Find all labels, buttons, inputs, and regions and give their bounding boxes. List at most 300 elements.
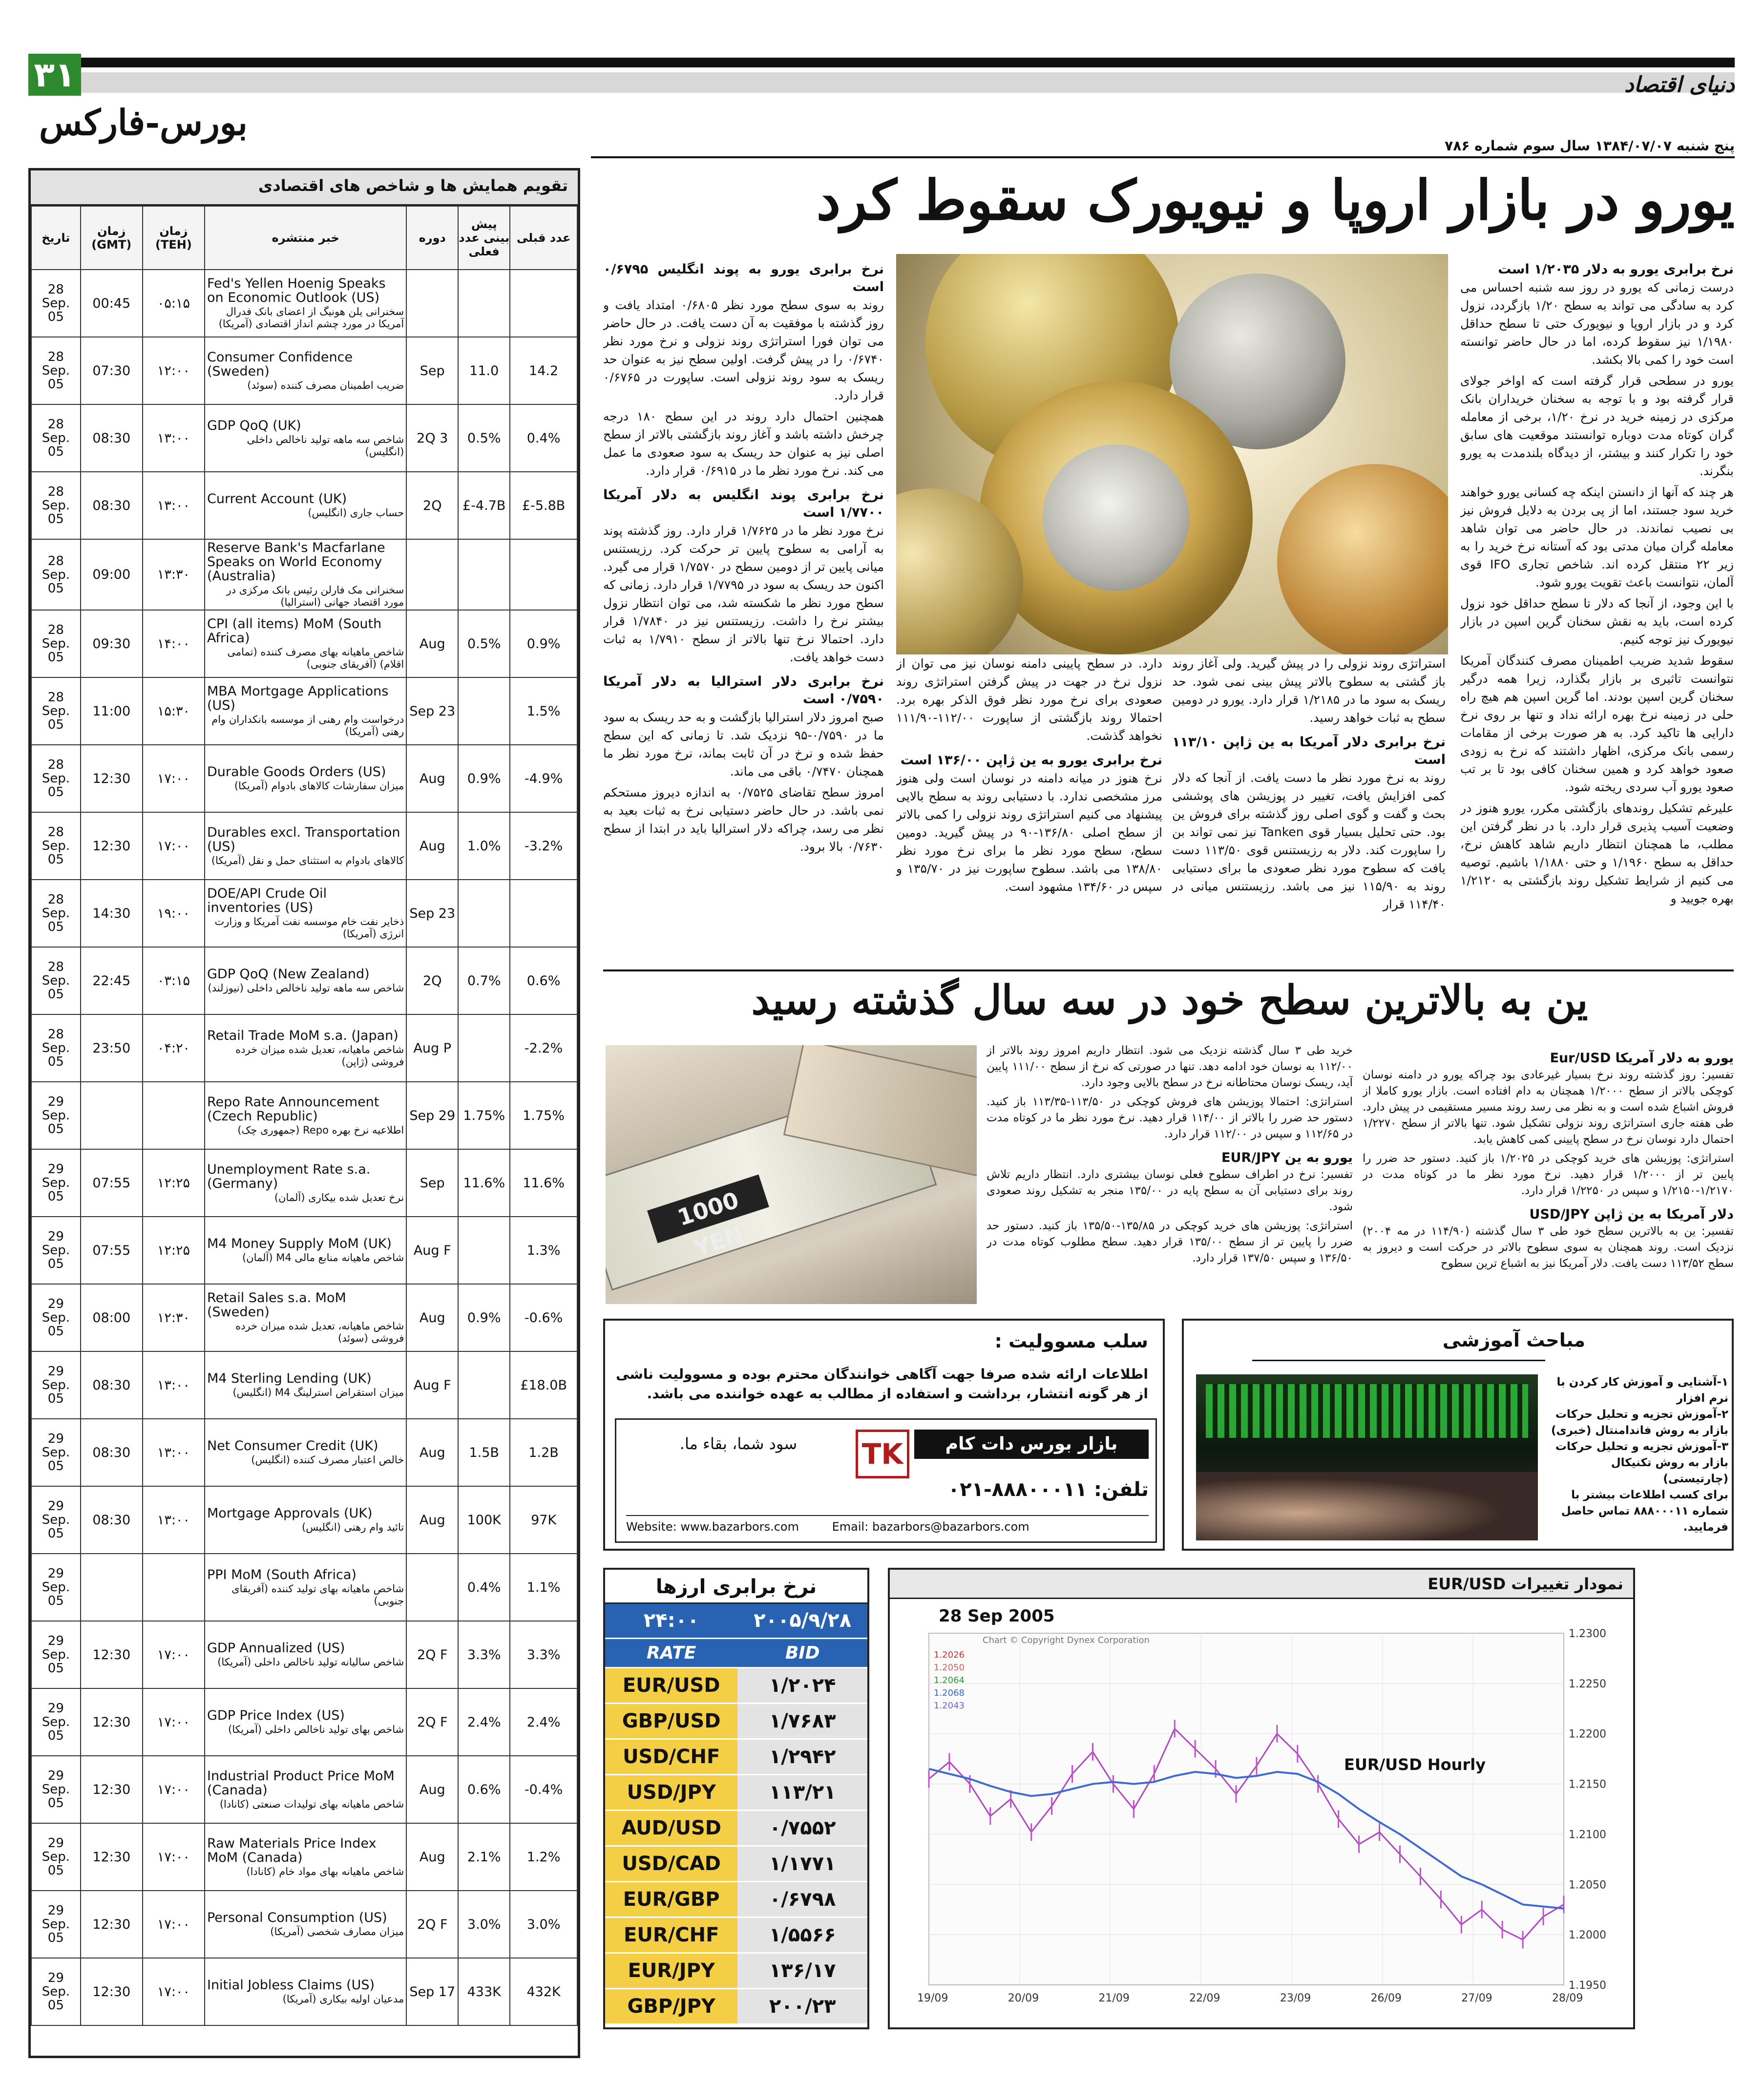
paragraph: یورو در سطحی قرار گرفته است که اواخر جولای قرار گرفته بود و با توجه به سخنان خریداران بانک مرکزی در زمینه خرید در نرخ ۱/۲۰، برخی از معامله گران کوتاه مدت دوباره توانستند موقعیت های سابق خود را تکرار کنند و بیشتر، از دیدگاه بلندمدت به یورو بنگرند. xyxy=(1460,374,1734,478)
calendar-event xyxy=(205,745,406,812)
calendar-time-gmt: 07:55 xyxy=(81,1217,143,1284)
calendar-time-gmt: 12:30 xyxy=(81,1823,143,1891)
calendar-time-teh: ۱۳:۳۰ xyxy=(143,539,205,610)
calendar-time-gmt: 12:30 xyxy=(81,1621,143,1688)
calendar-period: Aug F xyxy=(406,1217,458,1284)
rate-row xyxy=(605,1846,867,1881)
calendar-forecast: 0.6% xyxy=(458,1756,510,1823)
calendar-event-fa: مدعیان اولیه بیکاری (آمریکا) xyxy=(282,1993,404,2005)
calendar-forecast: 1.0% xyxy=(458,812,510,880)
calendar-time-gmt: 00:45 xyxy=(81,270,143,337)
calendar-row xyxy=(31,1688,577,1756)
education-item-2: ۲-آموزش تجزیه و تحلیل حرکات بازار به روش فاندامنتال (خبری) xyxy=(1551,1408,1728,1437)
y-tick-label: 1.2000 xyxy=(1569,1929,1606,1942)
bazarbors-ad[interactable] xyxy=(615,1418,1157,1543)
subheading: نرخ برابری دلار آمریکا به ین ژاپن ۱۱۳/۱۰ است xyxy=(1172,735,1446,767)
disclaimer-title: سلب مسوولیت : xyxy=(994,1330,1148,1352)
calendar-event-fa: درخواست وام رهنی از موسسه بانکداران وام رهنی (آمریکا) xyxy=(211,714,404,737)
rate-bid: ۰/۷۵۵۲ xyxy=(737,1810,867,1846)
calendar-row xyxy=(31,1823,577,1891)
calendar-previous: 0.9% xyxy=(510,610,577,677)
calendar-date: 28 Sep. 05 xyxy=(31,404,81,472)
calendar-period: Sep 17 xyxy=(406,1958,458,2025)
euro-coins-photo xyxy=(896,254,1448,654)
calendar-forecast: 0.7% xyxy=(458,947,510,1014)
rate-pair: GBP/JPY xyxy=(605,1988,737,2024)
calendar-event-fa: شاخص ماهیانه، تعدیل شده میزان خرده فروشی (ژاپن) xyxy=(235,1043,404,1068)
x-tick-label: 23/09 xyxy=(1280,1992,1311,2004)
calendar-header-0: تاریخ xyxy=(31,206,81,270)
calendar-time-teh: ۰۵:۱۵ xyxy=(143,270,205,337)
calendar-forecast xyxy=(458,1351,510,1419)
calendar-period xyxy=(406,1554,458,1621)
calendar-event xyxy=(205,1756,406,1823)
disclaimer-box xyxy=(603,1319,1165,1551)
calendar-previous: £-5.8B xyxy=(510,472,577,539)
calendar-date: 29 Sep. 05 xyxy=(31,1891,81,1958)
calendar-forecast: 2.4% xyxy=(458,1688,510,1756)
calendar-time-teh: ۱۳:۰۰ xyxy=(143,472,205,539)
paragraph: روند به سوی سطح مورد نظر ۰/۶۸۰۵ امتداد یافت و روز گذشته با موفقیت به آن دست یافت. در حال حاضر می توان فورا استراتژی روند نزولی و نرخ مورد نظر ۰/۶۷۴۰ را در پیش گرفت. اولین سطح نیز به عنوان حد ریسک به سود روند نزولی است. ساپورت در ۰/۶۷۶۵ قرار دارد. xyxy=(603,298,884,402)
subheading: نرخ برابری یورو به پوند انگلیس ۰/۶۷۹۵ است xyxy=(603,262,884,295)
section-title: بورس-فارکس xyxy=(39,102,248,143)
rate-row xyxy=(605,1881,867,1917)
calendar-table xyxy=(31,206,578,2026)
calendar-event-fa: شاخص سه ماهه تولید ناخالص داخلی (نیوزلند) xyxy=(208,982,404,994)
calendar-forecast: 1.5B xyxy=(458,1419,510,1486)
calendar-date: 29 Sep. 05 xyxy=(31,1217,81,1284)
calendar-event-en: DOE/API Crude Oil inventories (US) xyxy=(207,886,327,915)
calendar-row xyxy=(31,1958,577,2025)
rate-bid: ۲۰۰/۲۳ xyxy=(737,1988,867,2024)
calendar-event-en: Repo Rate Announcement (Czech Republic) xyxy=(207,1094,379,1124)
calendar-period: 2Q xyxy=(406,472,458,539)
chart-label: EUR/USD Hourly xyxy=(1344,1755,1486,1774)
calendar-row xyxy=(31,1554,577,1621)
rate-pair: USD/CAD xyxy=(605,1846,737,1881)
ad-name: بازار بورس دات کام xyxy=(914,1430,1149,1459)
calendar-time-gmt: 14:30 xyxy=(81,880,143,947)
calendar-event-en: GDP Annualized (US) xyxy=(207,1641,345,1656)
calendar-previous: -0.6% xyxy=(510,1284,577,1351)
calendar-time-teh: ۱۷:۰۰ xyxy=(143,812,205,880)
calendar-previous: 1.2% xyxy=(510,1823,577,1891)
education-item-3: ۳-آموزش تجزیه و تحلیل حرکات بازار به روش تکنیکال (چارتیستی) xyxy=(1555,1440,1728,1485)
calendar-period: 2Q F xyxy=(406,1891,458,1958)
calendar-previous: 3.0% xyxy=(510,1891,577,1958)
calendar-event-en: Fed's Yellen Hoenig Speaks on Economic Outlook (US) xyxy=(207,276,386,305)
rate-pair: EUR/USD xyxy=(605,1667,737,1703)
calendar-date: 29 Sep. 05 xyxy=(31,1621,81,1688)
paragraph: تفسیر: روز گذشته روند نرخ بسیار غیرعادی بود چراکه یورو در دامنه نوسان کوچکی بالاتر از سطح ۱/۲۰۰۰ همچنان به دام افتاده است. بازار یورو کاملا از فروش اشباع شده است و به نظر می رسد روند مسیر مستقیمی در پیش دارد. طی هفته جاری استراتژی روند نزولی تشکیل شود. تنها بالاتر از سطح ۱/۲۲۷۰ احتمال دارد نوسان نرخ در سطح پایینی کمی کاهش یابد. xyxy=(1363,1069,1734,1146)
rates-col-bid: BID xyxy=(737,1638,867,1667)
paragraph: امروز سطح تقاضای ۰/۷۵۲۵ به اندازه دیروز مستحکم نمی باشد. در حال حاضر دستیابی نرخ به ثبات بعید به نظر می رسد، چراکه دلار استرالیا باید در ابتدا از سطح ۰/۷۶۳۰ بالا برود. xyxy=(603,785,884,854)
rate-bid: ۱/۷۶۸۳ xyxy=(737,1703,867,1739)
calendar-time-gmt: 22:45 xyxy=(81,947,143,1014)
paragraph: دارد. در سطح پایینی دامنه نوسان نیز می توان از نزول نرخ در جهت در پیش گرفتن استراتژی روند صعودی برای نرخ مورد نظر فوق الذکر بهره برد. احتمالا روند بازگشتی از ساپورت ۱۱۲/۰۰-۱۱۱/۹۰ نخواهد گذشت. xyxy=(896,656,1162,743)
rate-bid: ۱/۱۷۷۱ xyxy=(737,1846,867,1881)
calendar-event xyxy=(205,270,406,337)
calendar-date: 29 Sep. 05 xyxy=(31,1823,81,1891)
paragraph: با این وجود، از آنجا که دلار تا سطح حداقل خود نزول کرده است، باید به نقش سخنان گرین اسپن در بازار نیویورک نیز توجه کنیم. xyxy=(1460,596,1734,647)
calendar-event xyxy=(205,1554,406,1621)
calendar-period: Sep xyxy=(406,1149,458,1217)
calendar-event-fa: کالاهای بادوام به استثنای حمل و نقل (آمریکا) xyxy=(211,854,404,866)
paragraph: همچنین احتمال دارد روند در این سطح ۱۸۰ درجه چرخش داشته باشد و آغاز روند بازگشتی بالاتر از سطح اصلی نیز به عنوان حد ریسک به سود صعودی ما عمل می کند. نرخ مورد نظر ما در ۰/۶۹۱۵ قرار دارد. xyxy=(603,409,884,478)
calendar-row xyxy=(31,337,577,404)
calendar-event xyxy=(205,1351,406,1419)
ad-phone: تلفن: ۸۸۸۰۰۰۱۱-۰۲۱ xyxy=(947,1478,1149,1501)
calendar-previous: -4.9% xyxy=(510,745,577,812)
x-tick-label: 27/09 xyxy=(1461,1992,1492,2004)
calendar-event-en: MBA Mortgage Applications (US) xyxy=(207,684,389,713)
calendar-previous: 3.3% xyxy=(510,1621,577,1688)
subheading: نرخ برابری یورو به دلار ۱/۲۰۳۵ است xyxy=(1498,262,1734,277)
calendar-time-gmt: 12:30 xyxy=(81,1958,143,2025)
calendar-event xyxy=(205,1419,406,1486)
calendar-period: Aug xyxy=(406,1756,458,1823)
calendar-time-teh: ۱۷:۰۰ xyxy=(143,1688,205,1756)
yen-banknotes-photo xyxy=(606,1045,977,1304)
calendar-time-teh: ۱۳:۰۰ xyxy=(143,1486,205,1554)
calendar-time-gmt: 08:30 xyxy=(81,472,143,539)
calendar-date: 29 Sep. 05 xyxy=(31,1958,81,2025)
calendar-event-fa: نرخ تعدیل شده بیکاری (آلمان) xyxy=(274,1191,404,1203)
subheading: نرخ برابری پوند انگلیس به دلار آمریکا ۱/۷۷۰۰ است xyxy=(603,487,884,520)
calendar-time-gmt: 09:30 xyxy=(81,610,143,677)
calendar-previous: -0.4% xyxy=(510,1756,577,1823)
calendar-date: 29 Sep. 05 xyxy=(31,1149,81,1217)
disclaimer-text: اطلاعات ارائه شده صرفا جهت آگاهی خوانندگان محترم بوده و مسوولیت ناشی از هر گونه انتشار، برداشت و استفاده از مطالب به عهده خواننده می باشد. xyxy=(616,1366,1148,1402)
x-tick-label: 20/09 xyxy=(1008,1992,1039,2004)
paragraph: تفسیر: نرخ در اطراف سطوح فعلی نوسان بیشتری دارد. انتظار داریم تلاش روند برای دستیابی آن به سطح پایه در ۱۳۵/۰۰ منجر به تشکیل روند صعودی شود. xyxy=(987,1168,1353,1213)
chart-title: 28 Sep 2005 xyxy=(939,1606,1055,1626)
rates-date: ۲۰۰۵/۹/۲۸ xyxy=(737,1604,867,1638)
calendar-forecast: 11.6% xyxy=(458,1149,510,1217)
calendar-row xyxy=(31,677,577,745)
calendar-time-teh: ۱۲:۲۵ xyxy=(143,1149,205,1217)
calendar-previous: -3.2% xyxy=(510,812,577,880)
calendar-time-gmt: 12:30 xyxy=(81,1891,143,1958)
calendar-time-teh: ۱۲:۲۵ xyxy=(143,1217,205,1284)
paragraph: صبح امروز دلار استرالیا بازگشت و به حد ریسک به سود ما در ۰/۷۵۹۰-۹۵ نزدیک شد. تا زمانی که این سطح حفظ شده و نرخ در آن ثابت بماند، نرخ مورد نظر ما همچنان ۰/۷۴۷۰ باقی می ماند. xyxy=(603,710,884,779)
calendar-row xyxy=(31,1217,577,1284)
calendar-row xyxy=(31,539,577,610)
subheading: دلار آمریکا به ین ژاپن USD/JPY xyxy=(1529,1207,1734,1222)
calendar-row xyxy=(31,1486,577,1554)
y-tick-label: 1.2050 xyxy=(1569,1879,1606,1892)
subheading: یورو به دلار آمریکا Eur/USD xyxy=(1550,1051,1734,1066)
calendar-time-gmt: 11:00 xyxy=(81,677,143,745)
rate-pair: EUR/CHF xyxy=(605,1917,737,1953)
calendar-period: Aug F xyxy=(406,1351,458,1419)
calendar-event-fa: شاخص ماهیانه بهای مواد خام (کانادا) xyxy=(246,1865,404,1877)
calendar-period: Sep xyxy=(406,337,458,404)
calendar-period: Aug xyxy=(406,1823,458,1891)
calendar-forecast xyxy=(458,539,510,610)
calendar-title: تقویم همایش ها و شاخص های اقتصادی xyxy=(31,170,578,206)
paragraph: علیرغم تشکیل روندهای بازگشتی مکرر، یورو هنوز در وضعیت آسیب پذیری قرار دارد. با در نظر گرفتن این مطلب، ما همچنان انتظار داریم شاهد کاهش نرخ، حداقل به سطح ۱/۱۹۶۰ و حتی ۱/۱۸۸۰ باشیم. توصیه می کنیم از شرایط تشکیل روند بازگشتی به ۱/۲۱۲۰ بهره جویید و xyxy=(1460,801,1734,906)
article1-column-2 xyxy=(1172,654,1446,962)
calendar-header-4: دوره xyxy=(406,206,458,270)
calendar-header-6: عدد قبلی xyxy=(510,206,577,270)
banknote-label: 1000 YEN xyxy=(647,1175,769,1243)
rates-time: ۲۴:۰۰ xyxy=(605,1604,737,1638)
calendar-previous: 0.6% xyxy=(510,947,577,1014)
calendar-event-fa: ضریب اطمینان مصرف کننده (سوئد) xyxy=(247,379,404,391)
calendar-date: 28 Sep. 05 xyxy=(31,880,81,947)
calendar-previous: 432K xyxy=(510,1958,577,2025)
calendar-event-fa: خالص اعتبار مصرف کننده (انگلیس) xyxy=(251,1454,404,1466)
calendar-row xyxy=(31,270,577,337)
calendar-event xyxy=(205,1486,406,1554)
legend-entry: 1.2068 xyxy=(934,1688,965,1698)
calendar-time-teh: ۱۲:۰۰ xyxy=(143,337,205,404)
calendar-forecast: 2.1% xyxy=(458,1823,510,1891)
calendar-event-en: Reserve Bank's Macfarlane Speaks on World Economy (Australia) xyxy=(207,540,385,584)
chart-copyright: Chart © Copyright Dynex Corporation xyxy=(983,1635,1150,1645)
calendar-previous: 11.6% xyxy=(510,1149,577,1217)
calendar-event-en: Durables excl. Transportation (US) xyxy=(207,824,400,854)
calendar-previous: 14.2 xyxy=(510,337,577,404)
calendar-date: 29 Sep. 05 xyxy=(31,1756,81,1823)
calendar-forecast: 0.9% xyxy=(458,745,510,812)
calendar-time-teh: ۱۷:۰۰ xyxy=(143,1756,205,1823)
calendar-forecast xyxy=(458,270,510,337)
rate-bid: ۱/۵۵۶۶ xyxy=(737,1917,867,1953)
calendar-date: 29 Sep. 05 xyxy=(31,1486,81,1554)
subheading: یورو به ین EUR/JPY xyxy=(1221,1150,1353,1165)
article1-column-3 xyxy=(896,654,1162,962)
y-tick-label: 1.2250 xyxy=(1569,1678,1606,1690)
calendar-event-fa: میزان سفارشات کالاهای بادوام (آمریکا) xyxy=(234,780,404,792)
rates-title: نرخ برابری ارزها xyxy=(605,1570,867,1604)
calendar-event xyxy=(205,1621,406,1688)
calendar-forecast: 100K xyxy=(458,1486,510,1554)
y-tick-label: 1.2200 xyxy=(1569,1728,1606,1741)
article2-column-1 xyxy=(1363,1043,1734,1306)
calendar-event xyxy=(205,1082,406,1149)
legend-entry: 1.2026 xyxy=(934,1650,965,1660)
calendar-event-en: Retail Trade MoM s.a. (Japan) xyxy=(207,1028,399,1043)
rate-row xyxy=(605,1953,867,1988)
calendar-event-en: Personal Consumption (US) xyxy=(207,1910,387,1925)
issue-line: پنج شنبه ۱۳۸۴/۰۷/۰۷ سال سوم شماره ۷۸۶ xyxy=(1445,138,1735,154)
rate-pair: EUR/JPY xyxy=(605,1953,737,1988)
calendar-time-teh: ۱۳:۰۰ xyxy=(143,1351,205,1419)
ad-email[interactable]: Email: bazarbors@bazarbors.com xyxy=(832,1520,1029,1534)
rate-row xyxy=(605,1739,867,1774)
calendar-time-gmt: 08:00 xyxy=(81,1284,143,1351)
calendar-event-en: Retail Sales s.a. MoM (Sweden) xyxy=(207,1290,346,1320)
calendar-event-en: M4 Money Supply MoM (UK) xyxy=(207,1236,392,1251)
eurusd-hourly-chart xyxy=(890,1599,1633,2027)
calendar-time-teh: ۱۴:۰۰ xyxy=(143,610,205,677)
education-title: مباحث آموزشی xyxy=(1442,1329,1585,1351)
calendar-event-fa: ذخایر نفت خام موسسه نفت آمریکا و وزارت انرژی (آمریکا) xyxy=(214,916,404,940)
calendar-header-3: خبر منتشره xyxy=(205,206,406,270)
calendar-forecast: 11.0 xyxy=(458,337,510,404)
economic-calendar xyxy=(28,168,580,2058)
calendar-event-fa: تائید وام رهنی (انگلیس) xyxy=(302,1521,404,1533)
calendar-row xyxy=(31,880,577,947)
calendar-row xyxy=(31,1621,577,1688)
calendar-time-gmt: 07:30 xyxy=(81,337,143,404)
calendar-previous xyxy=(510,539,577,610)
plot-area xyxy=(929,1633,1564,1985)
calendar-forecast xyxy=(458,880,510,947)
calendar-date: 29 Sep. 05 xyxy=(31,1284,81,1351)
calendar-date: 29 Sep. 05 xyxy=(31,1419,81,1486)
paragraph: سقوط شدید ضریب اطمینان مصرف کنندگان آمریکا نتوانست تاثیری بر بازار بگذارد، زیرا همه درگیر سخنان گرین اسپن بودند. اما گرین اسپن هم هیچ راه حلی در زمینه نرخ بهره ارائه نداد و تنها بر روی نرخ دارایی ها تاکید کرد. به هر صورت برخی از مقامات رسمی بانک مرکزی، اظهار داشتند که نرخ به زودی صعود خواهد کرد و همین سخنان کافی بود تا بر تب صعود یورو آب سردی ریخته شود. xyxy=(1460,653,1734,794)
legend-entry: 1.2050 xyxy=(934,1663,965,1673)
fx-rates-table xyxy=(603,1568,869,2029)
calendar-row xyxy=(31,1891,577,1958)
calendar-row xyxy=(31,1419,577,1486)
calendar-time-teh: ۱۷:۰۰ xyxy=(143,1823,205,1891)
calendar-period: 2Q F xyxy=(406,1688,458,1756)
calendar-previous xyxy=(510,880,577,947)
calendar-time-gmt: 09:00 xyxy=(81,539,143,610)
calendar-date: 28 Sep. 05 xyxy=(31,539,81,610)
y-tick-label: 1.2100 xyxy=(1569,1829,1606,1841)
calendar-time-gmt: 12:30 xyxy=(81,1688,143,1756)
calendar-event xyxy=(205,1958,406,2025)
header-band xyxy=(28,72,1735,93)
calendar-event xyxy=(205,404,406,472)
top-rule xyxy=(28,58,1735,67)
calendar-event-en: Current Account (UK) xyxy=(207,491,347,506)
calendar-header-1: زمان (GMT) xyxy=(81,206,143,270)
x-tick-label: 28/09 xyxy=(1552,1992,1583,2004)
calendar-forecast xyxy=(458,677,510,745)
calendar-header-2: زمان (TEH) xyxy=(143,206,205,270)
calendar-forecast: £-4.7B xyxy=(458,472,510,539)
calendar-date: 28 Sep. 05 xyxy=(31,270,81,337)
education-list xyxy=(1548,1374,1728,1536)
calendar-event xyxy=(205,472,406,539)
calendar-time-gmt: 08:30 xyxy=(81,404,143,472)
calendar-time-teh: ۱۷:۰۰ xyxy=(143,1621,205,1688)
calendar-event xyxy=(205,1217,406,1284)
calendar-event-fa: میزان استقراض استرلینگ M4 (انگلیس) xyxy=(232,1387,404,1398)
calendar-event-en: Durable Goods Orders (US) xyxy=(207,764,386,779)
calendar-time-gmt: 12:30 xyxy=(81,745,143,812)
article2-column-2 xyxy=(987,1043,1353,1306)
calendar-date: 29 Sep. 05 xyxy=(31,1688,81,1756)
calendar-event-en: Net Consumer Credit (UK) xyxy=(207,1438,378,1453)
calendar-event-fa: سخنرانی یلن هونیگ از اعضای بانک فدرال آمریکا در مورد چشم انداز اقتصادی (آمریکا) xyxy=(218,306,404,330)
subheading: نرخ برابری دلار استرالیا به دلار آمریکا ۰/۷۵۹۰ است xyxy=(603,674,884,707)
calendar-date: 28 Sep. 05 xyxy=(31,472,81,539)
rate-pair: USD/JPY xyxy=(605,1774,737,1810)
calendar-date: 28 Sep. 05 xyxy=(31,1014,81,1082)
calendar-event xyxy=(205,610,406,677)
calendar-time-teh: ۱۲:۳۰ xyxy=(143,1284,205,1351)
calendar-time-gmt: 12:30 xyxy=(81,812,143,880)
calendar-previous: 0.4% xyxy=(510,404,577,472)
calendar-event-fa: سخنرانی مک فارلن رئیس بانک مرکزی در مورد اقتصاد جهانی (استرالیا) xyxy=(226,584,404,608)
calendar-time-teh xyxy=(143,1082,205,1149)
calendar-period: Aug xyxy=(406,745,458,812)
calendar-date: 29 Sep. 05 xyxy=(31,1082,81,1149)
calendar-previous: 2.4% xyxy=(510,1688,577,1756)
y-tick-label: 1.2150 xyxy=(1569,1778,1606,1791)
calendar-previous: 1.2B xyxy=(510,1419,577,1486)
calendar-time-teh: ۱۵:۳۰ xyxy=(143,677,205,745)
calendar-event-fa: شاخص ماهیانه، تعدیل شده میزان خرده فروشی (سوئد) xyxy=(235,1320,404,1344)
calendar-event-en: Unemployment Rate s.a. (Germany) xyxy=(207,1161,371,1191)
calendar-period: Aug xyxy=(406,1284,458,1351)
calendar-event-en: CPI (all items) MoM (South Africa) xyxy=(207,616,382,646)
legend-entry: 1.2043 xyxy=(934,1701,965,1711)
calendar-row xyxy=(31,1149,577,1217)
calendar-time-teh xyxy=(143,1554,205,1621)
calendar-event xyxy=(205,337,406,404)
calendar-time-gmt: 08:30 xyxy=(81,1351,143,1419)
calendar-forecast: 1.75% xyxy=(458,1082,510,1149)
article1-column-4 xyxy=(603,254,884,962)
calendar-row xyxy=(31,1284,577,1351)
calendar-time-gmt: 07:55 xyxy=(81,1149,143,1217)
calendar-time-gmt: 08:30 xyxy=(81,1486,143,1554)
article1-column-1 xyxy=(1460,254,1734,962)
calendar-forecast xyxy=(458,1014,510,1082)
calendar-row xyxy=(31,610,577,677)
calendar-period: Sep 23 xyxy=(406,677,458,745)
headline-yen: ین به بالاترین سطح خود در سه سال گذشته رسید xyxy=(751,977,1588,1024)
calendar-event-fa: شاخص سه ماهه تولید ناخالص داخلی (انگلیس) xyxy=(247,433,404,458)
eurusd-chart-panel xyxy=(888,1568,1635,2029)
x-tick-label: 19/09 xyxy=(917,1992,948,2004)
ad-slogan: سود شما، بقاء ما. xyxy=(679,1434,798,1453)
paragraph: استراتژی: پوزیشن های خرید کوچکی در ۱/۲۰۲۵ باز کنید. دستور حد ضرر را پایین تر از ۱/۲۰۰۰ قرار دهید. نرخ مورد نظر ما در کوتاه مدت در ۱/۲۱۷۰-۱/۲۱۵۰ و سپس در ۱/۲۲۵۰ قرار دارد. xyxy=(1363,1152,1734,1197)
paragraph: استراتژی: احتمالا پوزیشن های فروش کوچکی در ۱۱۳/۵۰-۱۱۳/۳۵ باز کنید. دستور حد ضرر را بالاتر از ۱۱۴/۰۰ قرار دهید. نرخ مورد نظر ما در کوتاه مدت در ۱۱۲/۶۵ و سپس در ۱۱۲/۰۰ قرار دارد. xyxy=(987,1095,1353,1140)
education-item-1: ۱-آشنایی و آموزش کار کردن با نرم افزار xyxy=(1556,1376,1728,1405)
calendar-row xyxy=(31,404,577,472)
calendar-period: Aug P xyxy=(406,1014,458,1082)
calendar-date: 28 Sep. 05 xyxy=(31,812,81,880)
calendar-time-gmt: 08:30 xyxy=(81,1419,143,1486)
trading-floor-photo xyxy=(1196,1374,1538,1540)
calendar-previous: 97K xyxy=(510,1486,577,1554)
calendar-event xyxy=(205,677,406,745)
calendar-row xyxy=(31,1014,577,1082)
rate-bid: ۱/۲۹۴۲ xyxy=(737,1739,867,1774)
rate-row xyxy=(605,1703,867,1739)
calendar-event-en: PPI MoM (South Africa) xyxy=(207,1567,357,1582)
ad-website[interactable]: Website: www.bazarbors.com xyxy=(626,1520,799,1534)
paragraph: درست زمانی که یورو در روز سه شنبه احساس می کرد به سادگی می تواند به سطح ۱/۲۰ بازگردد، نزول کرد و در بازار اروپا و نیویورک حتی تا سطح حداقل ۱/۱۹۸۰ نیز سقوط کرده، اما در حال حاضر توانسته است خود را کمی بالا بکشد. xyxy=(1460,280,1734,367)
issue-rule xyxy=(591,156,1735,158)
calendar-time-gmt: 23:50 xyxy=(81,1014,143,1082)
calendar-previous: 1.1% xyxy=(510,1554,577,1621)
page-number: ۳۱ xyxy=(28,54,81,96)
rate-bid: ۰/۶۷۹۸ xyxy=(737,1881,867,1917)
calendar-time-teh: ۱۷:۰۰ xyxy=(143,1958,205,2025)
calendar-time-teh: ۱۳:۰۰ xyxy=(143,1419,205,1486)
divider xyxy=(603,969,1734,971)
calendar-event xyxy=(205,1284,406,1351)
x-tick-label: 22/09 xyxy=(1189,1992,1220,2004)
calendar-event xyxy=(205,1014,406,1082)
rate-pair: GBP/USD xyxy=(605,1703,737,1739)
newspaper-logo: دنیای اقتصاد xyxy=(1624,72,1735,97)
paragraph: خرید طی ۳ سال گذشته نزدیک می شود. انتظار داریم امروز روند بالاتر از ۱۱۲/۰۰ به نوسان خود ادامه دهد. تنها در صورتی که نرخ از سطح ۱۱۱/۰۰ پایین آید، ریسک نوسان محتاطانه نرخ در سطح بالایی وجود دارد. xyxy=(987,1044,1353,1089)
calendar-previous: £18.0B xyxy=(510,1351,577,1419)
calendar-event-en: Mortgage Approvals (UK) xyxy=(207,1506,373,1521)
calendar-forecast: 433K xyxy=(458,1958,510,2025)
